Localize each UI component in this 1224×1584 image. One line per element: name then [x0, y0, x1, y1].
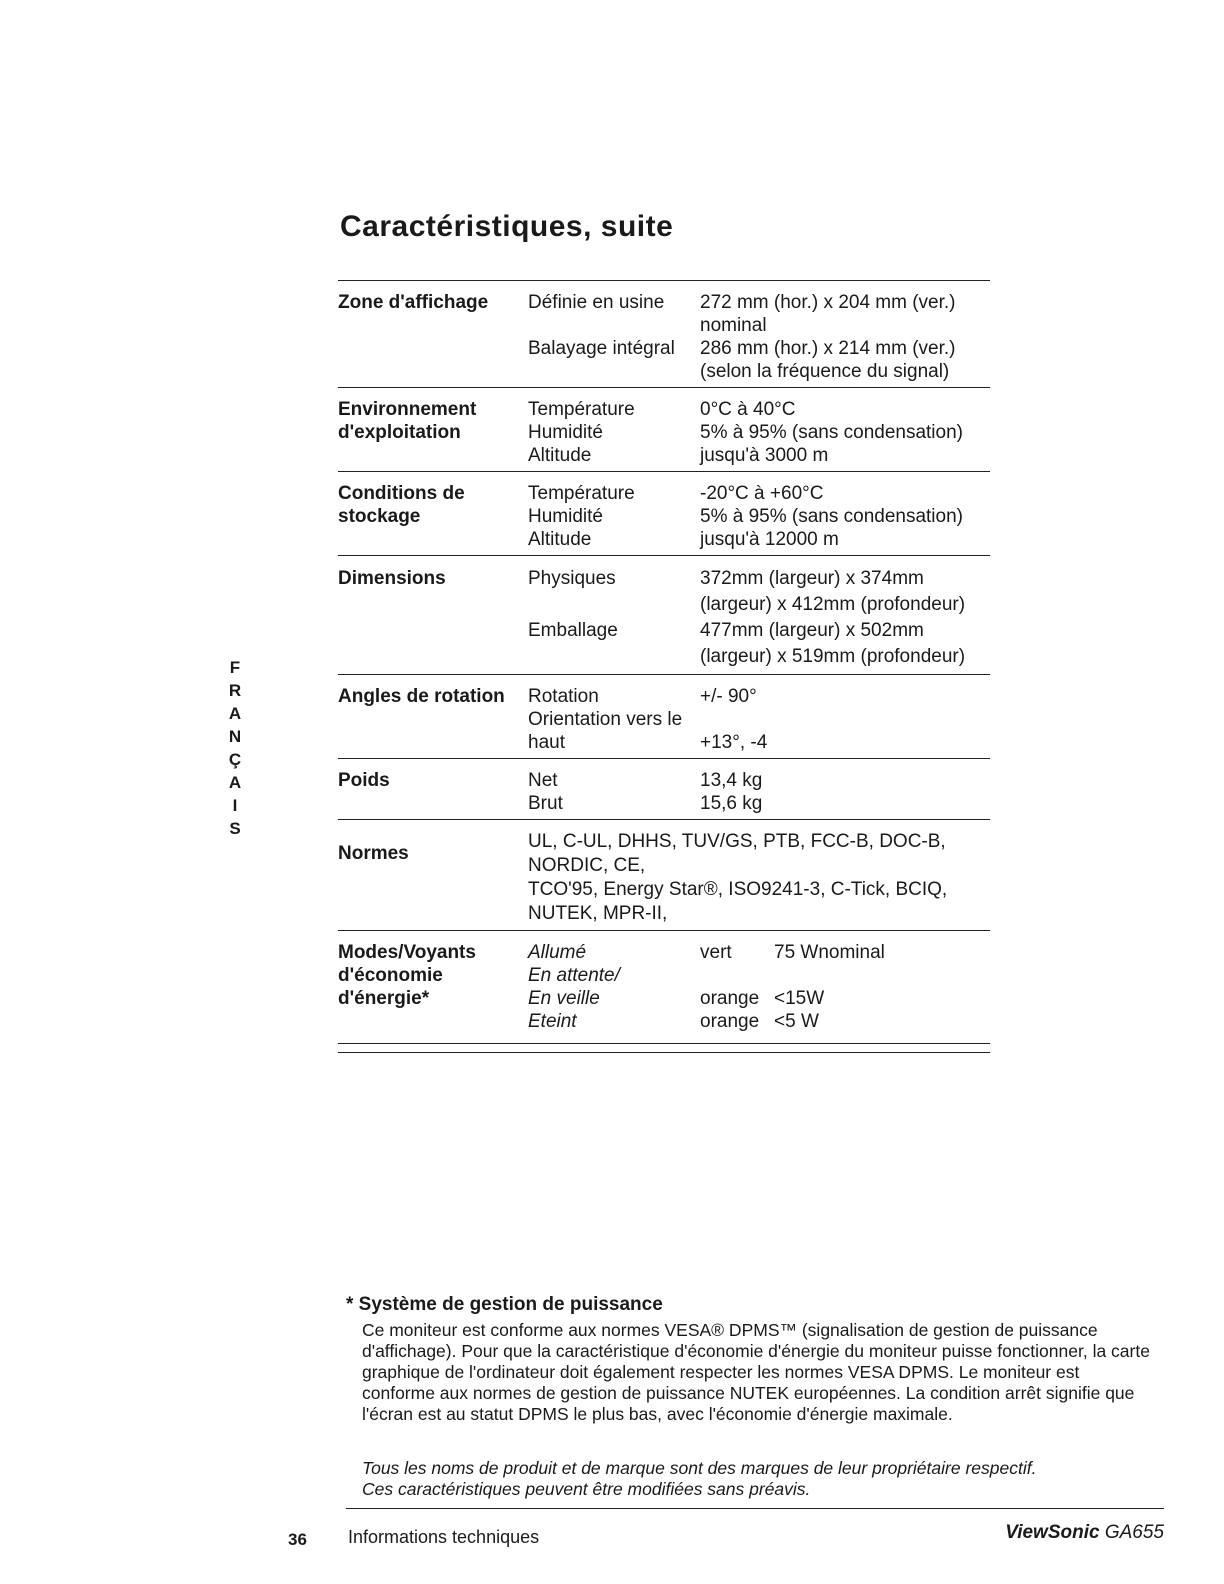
spec-sub-label: Température	[528, 483, 635, 504]
spec-sub-label: Température	[528, 399, 635, 420]
page-number: 36	[288, 1530, 307, 1549]
spec-sub-label: Balayage intégral	[528, 338, 675, 359]
spec-value: 286 mm (hor.) x 214 mm (ver.) (selon la fréquence du signal)	[700, 338, 956, 382]
language-side-tab	[228, 656, 242, 840]
spec-sub-label: Net	[528, 770, 558, 791]
table-end-rule	[338, 1052, 990, 1053]
spec-value: TCO'95, Energy Star®, ISO9241-3, C-Tick, BCIQ, NUTEK, MPR-II,	[528, 879, 948, 924]
footer-product-name	[1005, 1522, 1164, 1544]
spec-label: Modes/Voyants d'économie d'énergie*	[338, 942, 476, 1009]
spec-sub-label: Allumé	[528, 942, 587, 963]
spec-label: Angles de rotation	[338, 686, 505, 707]
spec-sub-label: Emballage	[528, 620, 618, 641]
spec-sub-label: En attente/	[528, 965, 620, 986]
spec-value: 272 mm (hor.) x 204 mm (ver.) nominal	[700, 292, 956, 336]
spec-value: 15,6 kg	[700, 793, 763, 814]
led-color: orange	[700, 1011, 760, 1032]
specifications-table	[338, 280, 990, 1053]
spec-sub-label: Altitude	[528, 445, 592, 466]
spec-sub-label: En veille	[528, 988, 600, 1009]
side-tab-letter: Ç	[228, 750, 242, 769]
spec-label: Conditions de stockage	[338, 483, 465, 527]
spec-label: Environnement d'exploitation	[338, 399, 477, 443]
spec-row-power-modes	[338, 931, 990, 1037]
spec-value: 5% à 95% (sans condensation)	[700, 506, 963, 527]
power-value: <15W	[774, 988, 825, 1009]
side-tab-letter: N	[228, 727, 242, 746]
power-value: <5 W	[774, 1011, 819, 1032]
spec-sub-label: Brut	[528, 793, 563, 814]
spec-value: 0°C à 40°C	[700, 399, 796, 420]
spec-row-weight	[338, 759, 990, 820]
spec-value: -20°C à +60°C	[700, 483, 824, 504]
spec-row-operating-environment	[338, 388, 990, 472]
power-value: 75 Wnominal	[774, 942, 885, 963]
spec-sub-label: Orientation vers le haut	[528, 709, 683, 753]
brand-name: ViewSonic	[1005, 1522, 1100, 1543]
disclaimer-line: Ces caractéristiques peuvent être modifiées sans préavis.	[362, 1479, 811, 1499]
spec-value: 372mm (largeur) x 374mm (largeur) x 412mm (profondeur)	[700, 568, 966, 615]
spec-value: +13°, -4	[700, 732, 768, 753]
spec-value: jusqu'à 3000 m	[700, 445, 829, 466]
spec-row-dimensions	[338, 556, 990, 675]
side-tab-letter: I	[232, 796, 238, 815]
spec-row-storage-conditions	[338, 472, 990, 556]
table-end-rule	[338, 1043, 990, 1044]
spec-sub-label: Physiques	[528, 568, 616, 589]
led-color: vert	[700, 942, 732, 963]
footer-section-title: Informations techniques	[348, 1527, 540, 1547]
spec-value: +/- 90°	[700, 686, 757, 707]
spec-value: 5% à 95% (sans condensation)	[700, 422, 963, 443]
footer-rule	[346, 1508, 1164, 1509]
side-tab-letter: A	[228, 704, 242, 723]
side-tab-letter: S	[229, 819, 241, 838]
spec-value: UL, C-UL, DHHS, TUV/GS, PTB, FCC-B, DOC-B, NORDIC, CE,	[528, 831, 946, 876]
model-name: GA655	[1104, 1522, 1164, 1543]
disclaimer	[362, 1458, 1157, 1500]
spec-row-rotation-angles	[338, 675, 990, 759]
power-note-body: Ce moniteur est conforme aux normes VESA® DPMS™ (signalisation de gestion de puissance d'affichage). Pour que la caractéristique d'économie d'énergie du moniteur puisse fonctionner, la carte graphique de l'ordinateur doit également respecter les normes VESA DPMS. Le moniteur est conforme aux normes de gestion de puissance NUTEK européennes. La condition arrêt signifie que l'écran est au statut DPMS le plus bas, avec l'économie d'énergie maximale.	[362, 1320, 1150, 1424]
side-tab-letter: R	[228, 681, 242, 700]
spec-label: Zone d'affichage	[338, 292, 489, 313]
spec-label: Dimensions	[338, 568, 446, 589]
spec-sub-label: Définie en usine	[528, 292, 665, 313]
led-color: orange	[700, 988, 760, 1009]
spec-sub-label: Rotation	[528, 686, 599, 707]
spec-sub-label: Eteint	[528, 1011, 577, 1032]
spec-value: 13,4 kg	[700, 770, 763, 791]
spec-row-display-area	[338, 281, 990, 388]
spec-sub-label: Humidité	[528, 422, 603, 443]
spec-value: 477mm (largeur) x 502mm (largeur) x 519mm (profondeur)	[700, 620, 966, 667]
spec-sub-label: Humidité	[528, 506, 603, 527]
spec-label: Poids	[338, 770, 390, 791]
page-title: Caractéristiques, suite	[340, 210, 674, 243]
side-tab-letter: F	[229, 658, 241, 677]
spec-label: Normes	[338, 843, 409, 864]
spec-sub-label: Altitude	[528, 529, 592, 550]
disclaimer-line: Tous les noms de produit et de marque sont des marques de leur propriétaire respectif.	[362, 1458, 1037, 1478]
power-note-title: * Système de gestion de puissance	[346, 1294, 663, 1315]
side-tab-letter: A	[228, 773, 242, 792]
spec-row-standards	[338, 820, 990, 931]
spec-value: jusqu'à 12000 m	[700, 529, 839, 550]
